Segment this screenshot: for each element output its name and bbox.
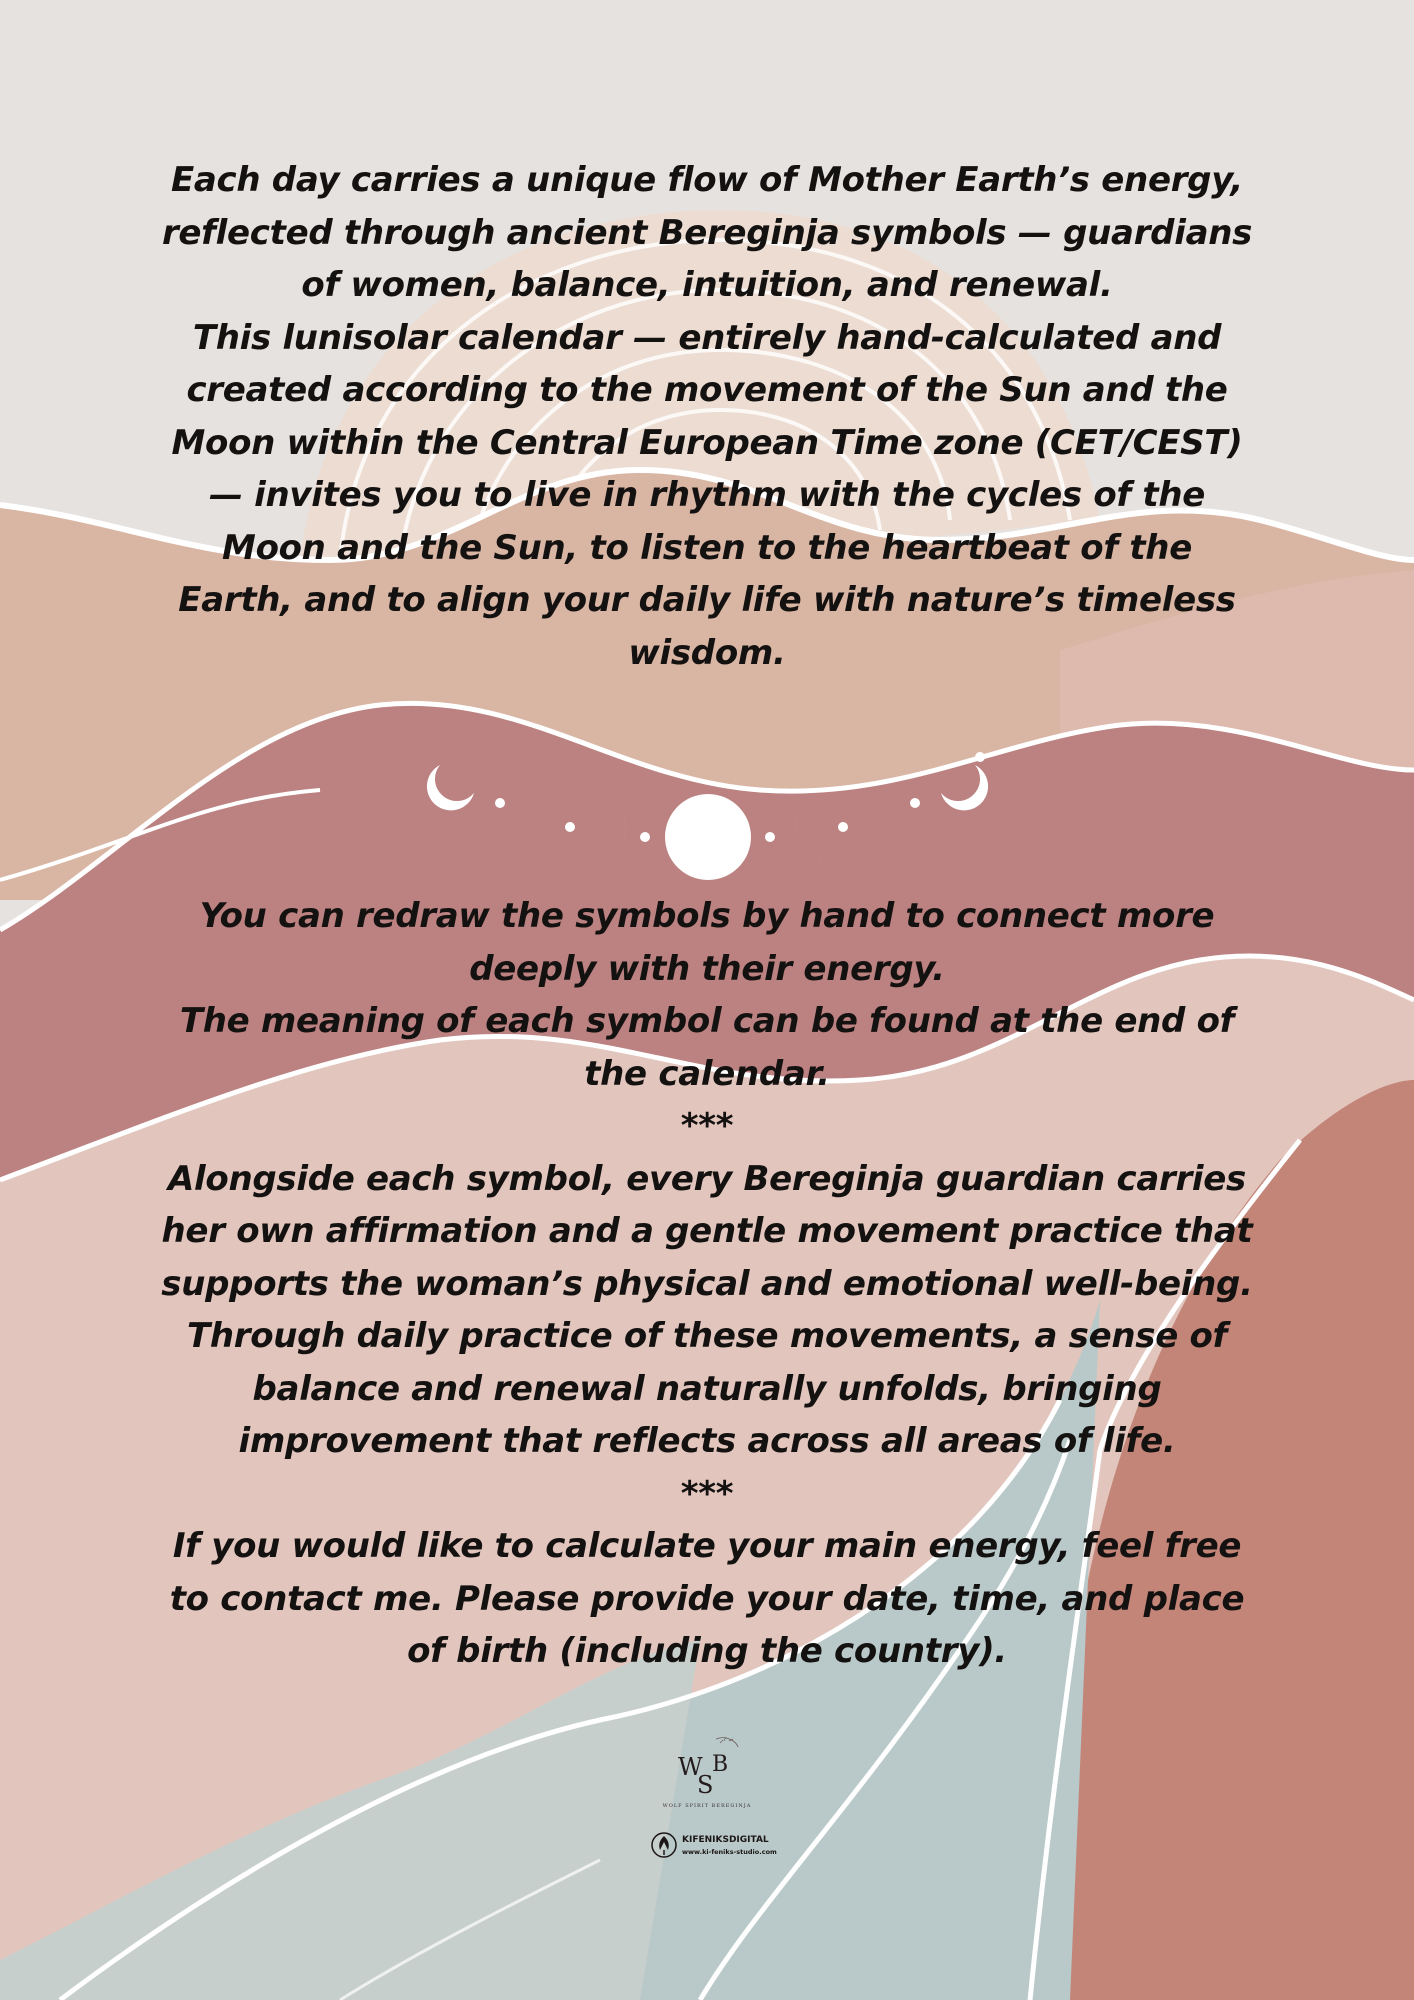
moon-phases-icon <box>420 745 1000 885</box>
monogram-letter: S <box>697 1771 714 1799</box>
studio-url: www.ki-feniks-studio.com <box>682 1848 777 1856</box>
guardian-paragraph: Alongside each symbol, every Bereginja guardian carries her own affirmation and a gentle movement practice that supports the woman’s physical and emotional well-being. Through daily practice of these movements, a sense of balance and renewal naturally unfolds, bringing improvement that reflects across all areas of life. <box>161 1158 1253 1461</box>
separator: *** <box>680 1106 734 1146</box>
studio-mark <box>650 1830 790 1864</box>
meaning-paragraph: The meaning of each symbol can be found at the end of the calendar. <box>179 1001 1235 1094</box>
monogram-letter: W <box>678 1753 703 1781</box>
intro-paragraph: This lunisolar calendar — entirely hand-calculated and created according to the movement of the Sun and the Moon within the Central European Time zone (CET/CEST) — invites you to live in rhythm with the cycles of the Moon and the Sun, to listen to the heartbeat of the Earth, and to align your daily life with nature’s timeless wisdom. <box>171 317 1243 673</box>
body-text <box>160 890 1254 1678</box>
contact-paragraph: If you would like to calculate your main energy, feel free to contact me. Please provide your date, time, and place of birth (including the country). <box>169 1526 1245 1671</box>
separator: *** <box>680 1473 734 1514</box>
intro-text <box>160 154 1254 679</box>
wsb-monogram <box>672 1735 742 1805</box>
intro-paragraph: Each day carries a unique flow of Mother Earth’s energy, reflected through ancient Bereginja symbols — guardians of women, balance, intuition, and renewal. <box>161 160 1253 305</box>
studio-name: KIFENIKSDIGITAL <box>682 1835 769 1845</box>
phoenix-icon <box>650 1830 678 1860</box>
logo-tagline: WOLF SPIRIT BEREGINJA <box>662 1803 752 1809</box>
monogram-letter: B <box>712 1752 729 1777</box>
wsb-logo <box>620 1735 794 1865</box>
redraw-paragraph: You can redraw the symbols by hand to connect more deeply with their energy. <box>199 896 1215 989</box>
